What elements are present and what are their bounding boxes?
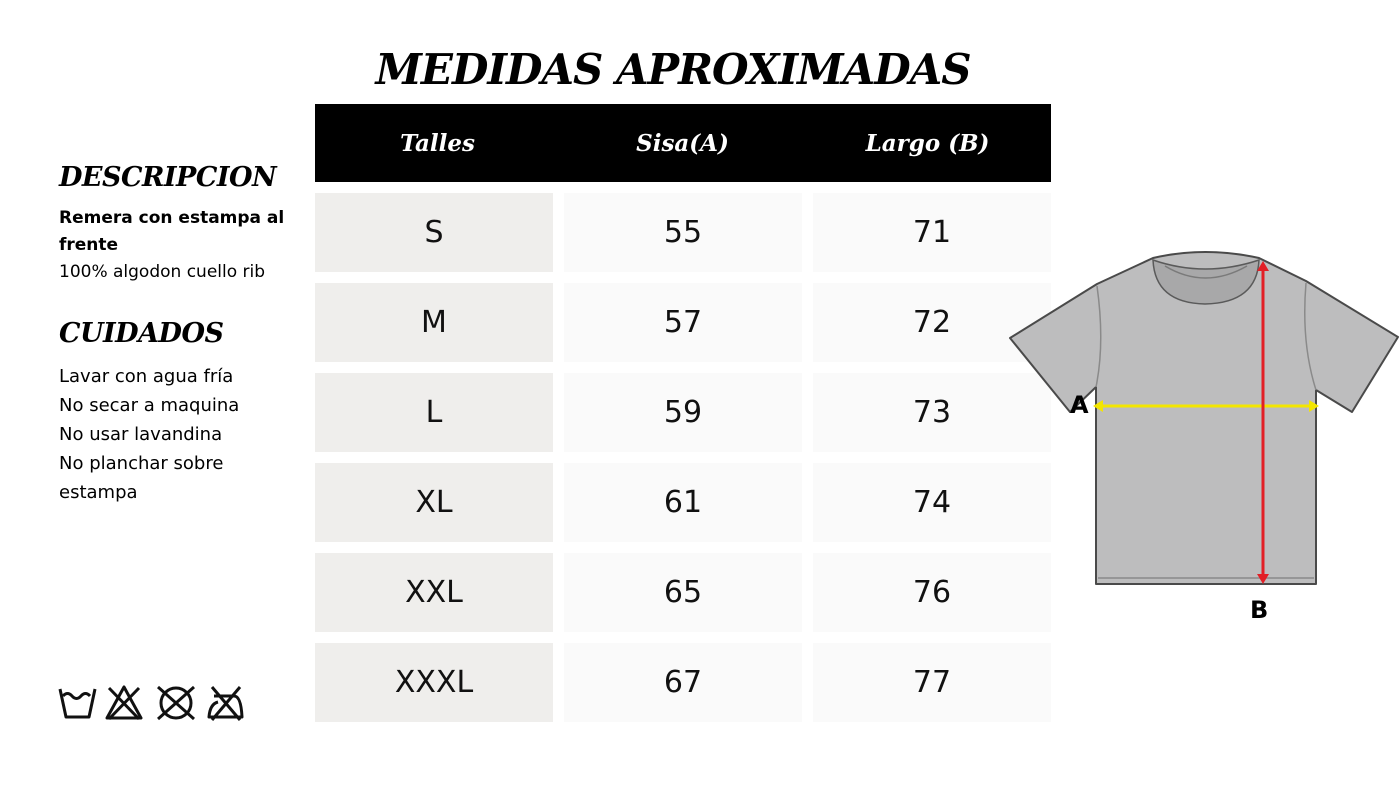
care-item-wash: Lavar con agua fría <box>59 366 234 387</box>
header-sisa: Sisa(A) <box>636 129 729 157</box>
table-body <box>315 193 1051 733</box>
care-list <box>59 362 299 507</box>
description-heading: DESCRIPCION <box>59 162 277 193</box>
size-cell: XXL <box>315 553 553 632</box>
care-heading: CUIDADOS <box>59 318 224 349</box>
size-cell: M <box>315 283 553 362</box>
sisa-cell: 61 <box>564 463 802 542</box>
care-item-bleach: No usar lavandina <box>59 424 223 445</box>
care-icons <box>58 684 248 724</box>
size-cell: XXXL <box>315 643 553 722</box>
table-row <box>315 553 1051 632</box>
largo-cell: 73 <box>813 373 1051 452</box>
no-bleach-icon <box>104 684 144 722</box>
care-item-dry: No secar a maquina <box>59 395 240 416</box>
page-title: MEDIDAS APROXIMADAS <box>375 45 971 94</box>
sisa-cell: 55 <box>564 193 802 272</box>
size-cell: S <box>315 193 553 272</box>
sisa-cell: 67 <box>564 643 802 722</box>
header-largo: Largo (B) <box>865 129 990 157</box>
no-tumble-dry-icon <box>154 684 198 722</box>
no-iron-icon <box>206 684 246 722</box>
largo-cell: 76 <box>813 553 1051 632</box>
care-item-iron: No planchar sobre estampa <box>59 453 224 503</box>
table-row <box>315 463 1051 542</box>
wash-cold-icon <box>58 684 98 720</box>
tshirt-diagram <box>1005 248 1400 593</box>
largo-cell: 71 <box>813 193 1051 272</box>
sisa-cell: 65 <box>564 553 802 632</box>
size-table <box>315 104 1051 720</box>
sisa-cell: 57 <box>564 283 802 362</box>
size-cell: L <box>315 373 553 452</box>
table-row <box>315 193 1051 272</box>
table-row <box>315 643 1051 722</box>
description-bold-text: Remera con estampa al frente <box>59 208 285 255</box>
sisa-cell: 59 <box>564 373 802 452</box>
label-b: B <box>1250 596 1269 624</box>
largo-cell: 74 <box>813 463 1051 542</box>
table-row <box>315 373 1051 452</box>
label-a: A <box>1070 391 1089 419</box>
largo-cell: 72 <box>813 283 1051 362</box>
largo-cell: 77 <box>813 643 1051 722</box>
table-header <box>315 104 1051 182</box>
description-text: 100% algodon cuello rib <box>59 262 266 282</box>
header-talles: Talles <box>400 129 475 157</box>
table-row <box>315 283 1051 362</box>
size-cell: XL <box>315 463 553 542</box>
